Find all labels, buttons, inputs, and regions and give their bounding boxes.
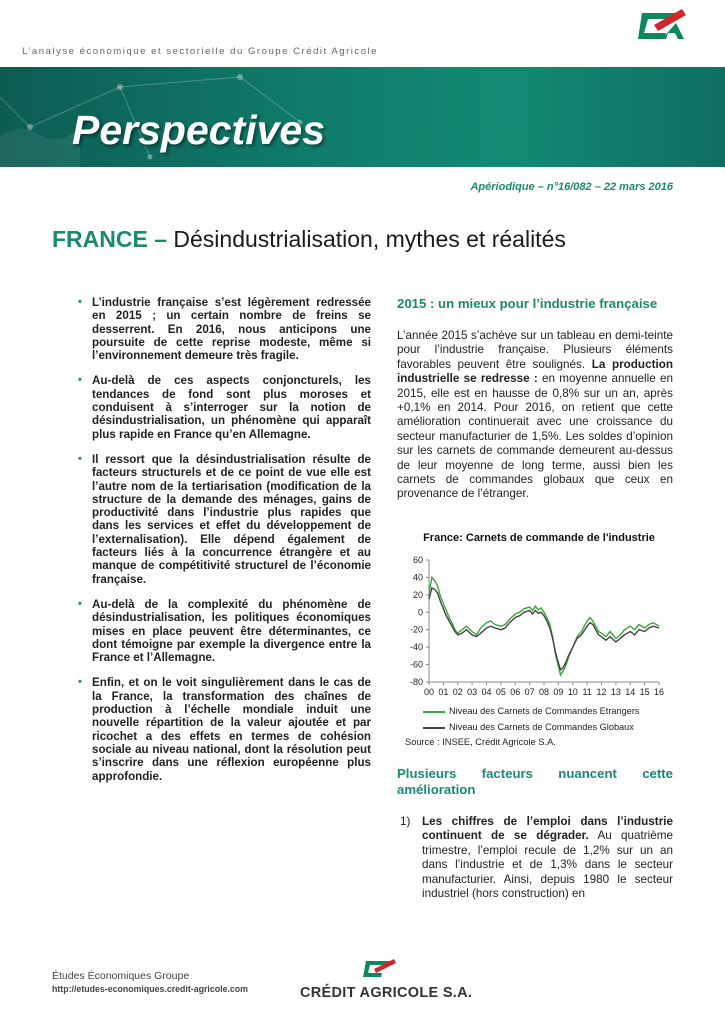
legend-label: Niveau des Carnets de Commandes Globaux	[449, 722, 634, 732]
paragraph-text: en moyenne annuelle en 2015, elle est en hausse de 0,8% sur un an, après +0,1% en 2014. Pour 2016, on retient que cette amélioration continuerait avec une croissance du secteur manufacturier de 1,5%. Les soldes d’opinion sur les carnets de commande demeurent au-dessus de leur moyenne de long terme, aussi bien les carnets de commandes globaux que ceux en provenance de l’étranger.	[397, 372, 674, 501]
paragraph-text: L’année 2015 s’achève sur un tableau en demi-teinte pour l’industrie française. Plusieurs éléments favorables peuvent être soulignés.	[397, 329, 673, 371]
y-tick-label: -80	[409, 677, 423, 687]
x-tick-label: 15	[639, 687, 650, 697]
perspectives-banner	[0, 67, 725, 167]
x-tick-label: 13	[610, 687, 621, 697]
banner-title: Perspectives	[72, 107, 326, 153]
x-tick-label: 03	[467, 687, 478, 697]
section-paragraph	[397, 329, 673, 502]
legend-swatch-green	[423, 711, 445, 713]
x-tick-label: 01	[438, 687, 449, 697]
numbered-item	[400, 815, 673, 901]
credit-agricole-logo-icon	[632, 3, 690, 55]
y-tick-label: -60	[409, 659, 423, 670]
bullet-text: L’industrie française s’est légèrement redressée en 2015 ; un certain nombre de freins se desserrent. En 2016, nous anticipons une poursuite de cette reprise modeste, même si l’environnement demeure très fragile.	[92, 296, 371, 363]
page-title	[52, 226, 566, 253]
x-tick-label: 08	[538, 687, 550, 697]
y-tick-label: 60	[412, 555, 423, 565]
bullet-icon: •	[78, 374, 82, 387]
item-number: 1)	[400, 815, 411, 828]
chart-plot	[397, 532, 673, 702]
bullet-item	[78, 296, 371, 363]
x-tick-label: 04	[481, 687, 492, 697]
x-tick-label: 10	[567, 687, 578, 697]
bullet-item	[78, 597, 371, 665]
title-subject: Désindustrialisation, mythes et réalités	[167, 226, 566, 252]
issue-number: Apériodique – n°16/082 – 22 mars 2016	[470, 181, 673, 193]
bullet-text: Il ressort que la désindustrialisation résulte de facteurs structurels et de ce point de vue elle est l’autre nom de la tertiarisation (modification de la structure de la demande des ménages, gains de productivité dans l’industrie plus rapides que dans les services et effet du développement de l’externalisation). Elle dépend également de facteurs liés à la concurrence étrangère et au manque de compétitivité structurel de l’économie française.	[92, 452, 371, 586]
x-tick-label: 11	[582, 687, 592, 697]
article-column	[397, 296, 673, 502]
item-text: Au quatrième trimestre, l’emploi recule de 1,2% sur un an dans l’industrie et de 1,3% dans le secteur manufacturier. Ainsi, depuis 1980 le secteur industriel (hors construction) en	[422, 829, 673, 901]
bullet-text: Au-delà de ces aspects conjoncturels, les tendances de fond sont plus moroses et conduisent à s’interroger sur la notion de désindustrialisation, un phénomène qui apparaît plus rapide en France qu’en Allemagne.	[92, 374, 371, 441]
paragraph-bold: La production industrielle se redresse :	[397, 357, 673, 386]
summary-bullets	[78, 296, 371, 783]
x-tick-label: 06	[510, 687, 521, 697]
legend-item-foreign	[423, 706, 639, 716]
bullet-text: Au-delà de la complexité du phénomène de désindustrialisation, les politiques économiques mises en place peuvent être déterminantes, ce dont témoigne par exemple la divergence entre la France et l’Allemagne.	[92, 597, 371, 665]
bullet-icon: •	[78, 452, 82, 465]
item-paragraph	[422, 815, 673, 901]
credit-agricole-logo-icon	[360, 957, 400, 983]
footer-url[interactable]: http://etudes-economiques.credit-agricole.com	[52, 984, 249, 994]
y-tick-label: -40	[409, 642, 423, 653]
x-tick-label: 05	[495, 687, 506, 697]
y-tick-label: 20	[412, 589, 423, 600]
x-tick-label: 12	[596, 687, 607, 697]
chart-source: Source : INSEE, Crédit Agricole S.A.	[405, 737, 556, 747]
legend-label: Niveau des Carnets de Commandes Etrangers	[449, 706, 640, 716]
y-tick-label: -20	[409, 624, 423, 635]
bullet-item	[78, 676, 371, 783]
x-tick-label: 16	[653, 687, 665, 697]
bullet-text: Enfin, et on le voit singulièrement dans le cas de la France, la transformation des chaînes de production à l’échelle mondiale induit une nouvelle répartition de la valeur ajoutée et par ricochet a des effets en termes de cohésion sociale au niveau national, dont la résolution peut s’inscrire dans une réflexion européenne plus approfondie.	[92, 676, 371, 783]
series-line-1	[429, 577, 659, 675]
bullet-icon: •	[78, 296, 82, 308]
section-title-factors: Plusieurs facteurs nuancent cette amélioration	[397, 766, 673, 797]
x-tick-label: 00	[423, 687, 435, 697]
y-tick-label: 0	[417, 607, 423, 618]
section-title-2015: 2015 : un mieux pour l’industrie française	[397, 296, 658, 311]
x-tick-label: 07	[524, 687, 535, 697]
orders-chart	[397, 532, 673, 750]
bullet-icon: •	[78, 597, 82, 610]
y-tick-label: 40	[412, 572, 423, 583]
bullet-item	[78, 452, 371, 586]
footer-department: Études Économiques Groupe	[52, 970, 190, 982]
chart-title: France: Carnets de commande de l'industrie	[423, 532, 655, 544]
tagline: L’analyse économique et sectorielle du Groupe Crédit Agricole	[22, 46, 379, 57]
legend-swatch-dark	[423, 727, 445, 729]
summary-column	[78, 296, 371, 795]
legend-item-global	[423, 722, 634, 732]
bullet-icon: •	[78, 676, 82, 689]
footer-brand: CRÉDIT AGRICOLE S.A.	[300, 985, 473, 1001]
bullet-item	[78, 374, 371, 441]
item-bold: Les chiffres de l’emploi dans l’industrie continuent de se dégrader.	[422, 815, 673, 843]
x-tick-label: 02	[452, 687, 463, 697]
title-country: FRANCE –	[52, 226, 168, 252]
x-tick-label: 14	[625, 687, 636, 697]
section-2	[397, 766, 673, 798]
x-tick-label: 09	[553, 687, 564, 697]
